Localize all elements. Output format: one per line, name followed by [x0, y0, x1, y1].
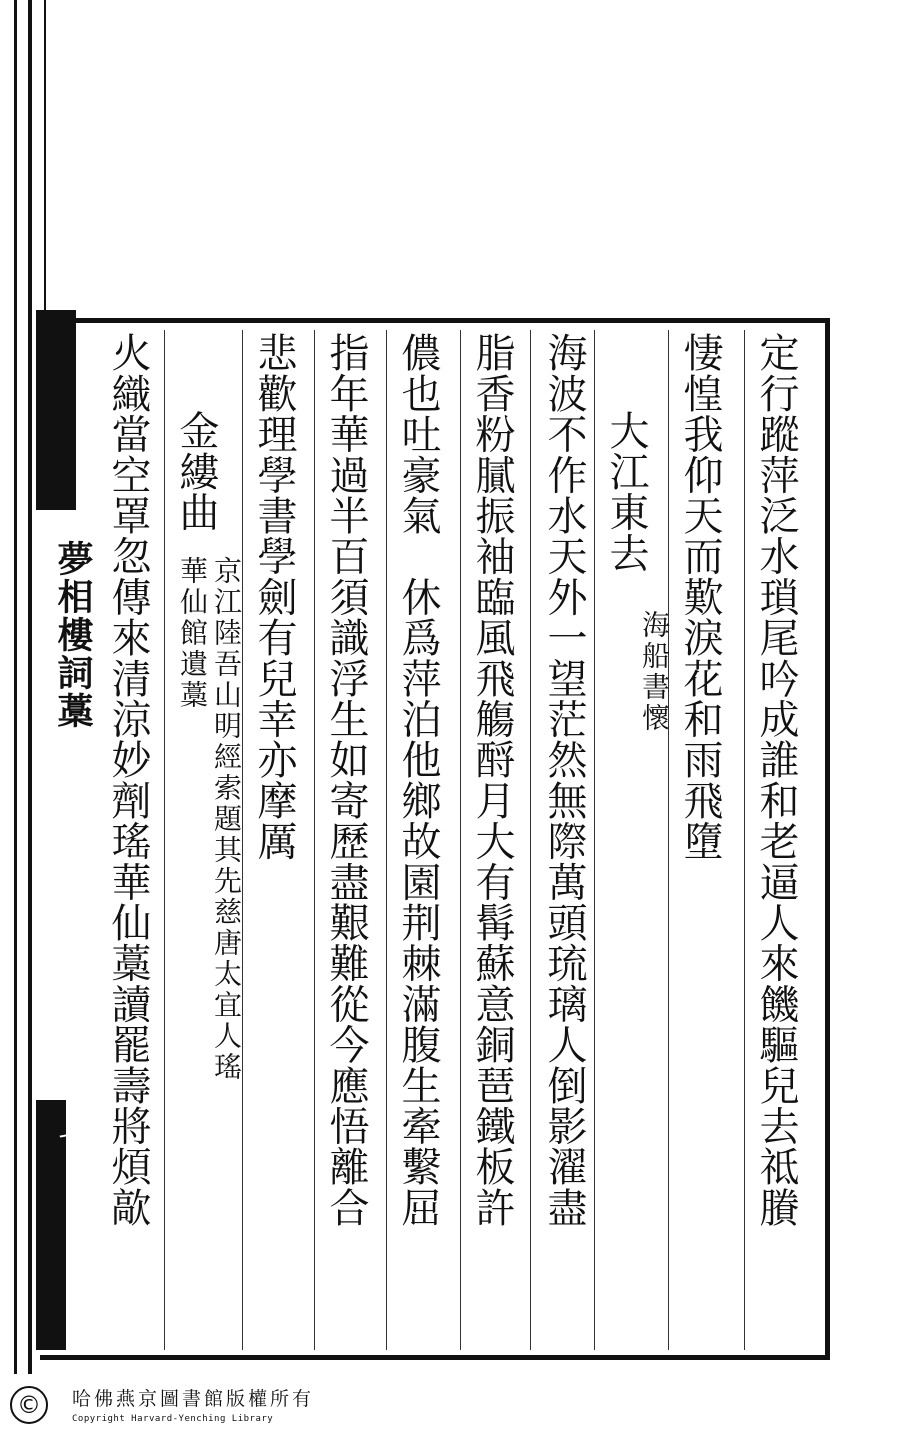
copyright-stamp	[0, 1374, 320, 1440]
text-column-1: 定行蹤萍泛水瑣尾吟成誰和老逼人來饑驅兒去祗賸	[753, 332, 799, 1228]
column-divider	[386, 330, 387, 1350]
text-column-2: 悽惶我仰天而歎淚花和雨飛墮	[677, 332, 723, 862]
margin-rule-inner	[28, 0, 32, 1440]
text-column-5: 脂香粉膩振袖臨風飛觴酹月大有髯蘇意銅琶鐵板許	[469, 332, 515, 1228]
margin-rule-thin	[44, 0, 46, 320]
spine-title: 夢相樓詞藁	[52, 540, 94, 730]
copyright-text-english: Copyright Harvard-Yenching Library	[72, 1414, 274, 1424]
text-column-10: 火織當空罩忽傳來清涼妙劑瑤華仙藁讀罷壽將煩歊	[105, 332, 151, 1228]
margin-rule-outer	[14, 0, 17, 1440]
column-divider	[530, 330, 531, 1350]
text-column-9-note-a: 京江陸吾山明經索題其先慈唐太宜人瑤	[210, 556, 243, 1083]
text-column-7: 指年華過半百須識浮生如寄歷盡艱難從今應悟離合	[323, 332, 369, 1228]
text-column-9: 金縷曲	[173, 410, 219, 533]
column-divider	[314, 330, 315, 1350]
column-divider	[164, 330, 165, 1350]
column-divider	[668, 330, 669, 1350]
text-column-3-subtitle: 海船書懷	[638, 610, 671, 734]
column-divider	[460, 330, 461, 1350]
text-column-4: 海波不作水天外一望茫然無際萬頭琉璃人倒影濯盡	[541, 332, 587, 1228]
text-column-6: 儂也吐豪氣 休爲萍泊他鄉故園荆棘滿腹生牽繫屈	[395, 332, 441, 1228]
text-column-9-note-b: 華仙館遺藁	[176, 556, 209, 711]
text-column-8: 悲歡理學書學劍有兒幸亦摩厲	[251, 332, 297, 862]
column-divider	[744, 330, 745, 1350]
page-number: 廿七	[53, 1090, 88, 1154]
text-column-3: 大江東去	[603, 410, 649, 573]
copyright-text-chinese: 哈佛燕京圖書館版權所有	[72, 1388, 315, 1410]
column-divider	[594, 330, 595, 1350]
copyright-icon: ©	[10, 1386, 48, 1424]
